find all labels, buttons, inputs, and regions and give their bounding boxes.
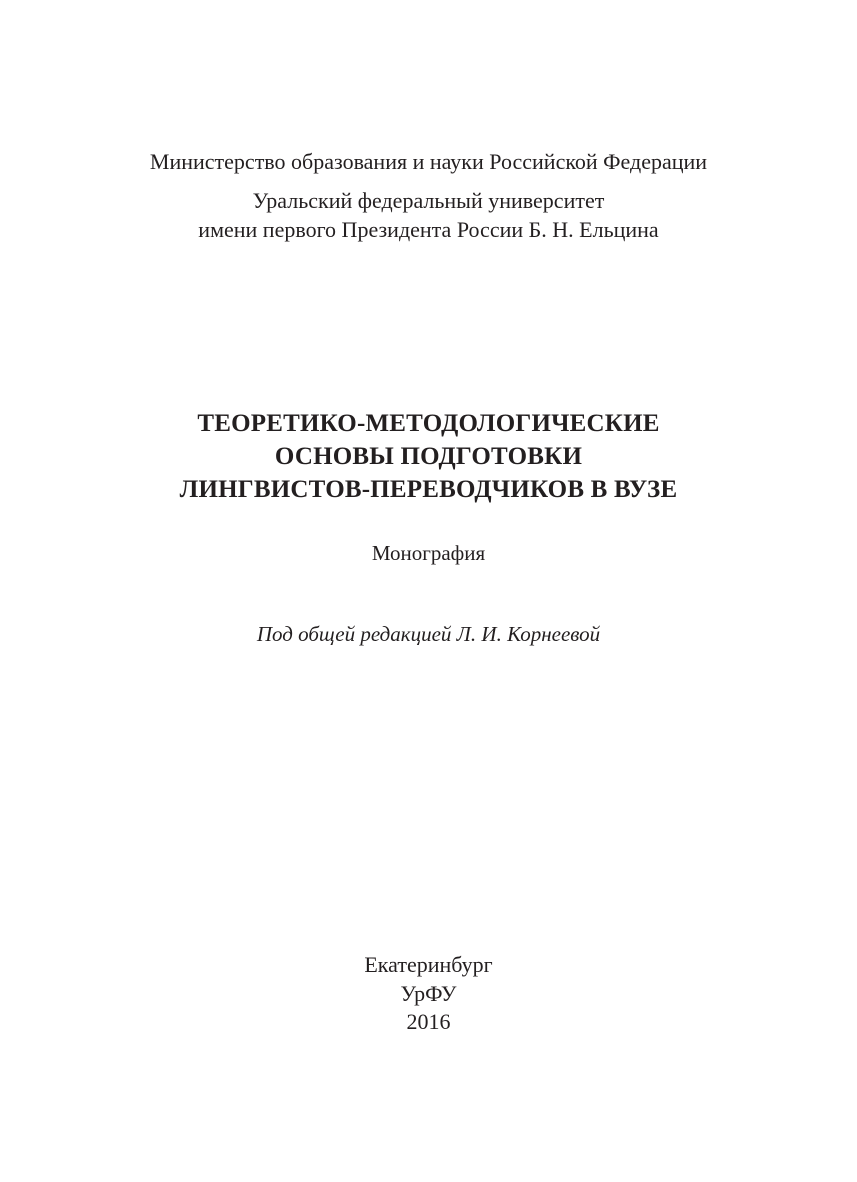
university-name-line-2: имени первого Президента России Б. Н. Ельцина: [198, 217, 659, 242]
book-title-line-2: ОСНОВЫ ПОДГОТОВКИ: [274, 443, 583, 470]
imprint-year: 2016: [406, 1009, 451, 1034]
book-genre: Монография: [371, 541, 486, 565]
imprint-city: Екатеринбург: [364, 952, 493, 977]
imprint-publisher: УрФУ: [400, 981, 457, 1006]
ministry-name: Министерство образования и науки Российской Федерации: [149, 149, 708, 174]
book-title-line-1: ТЕОРЕТИКО-МЕТОДОЛОГИЧЕСКИЕ: [197, 410, 660, 437]
editor-credit: Под общей редакцией Л. И. Корнеевой: [256, 622, 601, 646]
book-title-line-3: ЛИНГВИСТОВ-ПЕРЕВОДЧИКОВ В ВУЗЕ: [179, 476, 678, 503]
university-name-line-1: Уральский федеральный университет: [252, 188, 605, 213]
